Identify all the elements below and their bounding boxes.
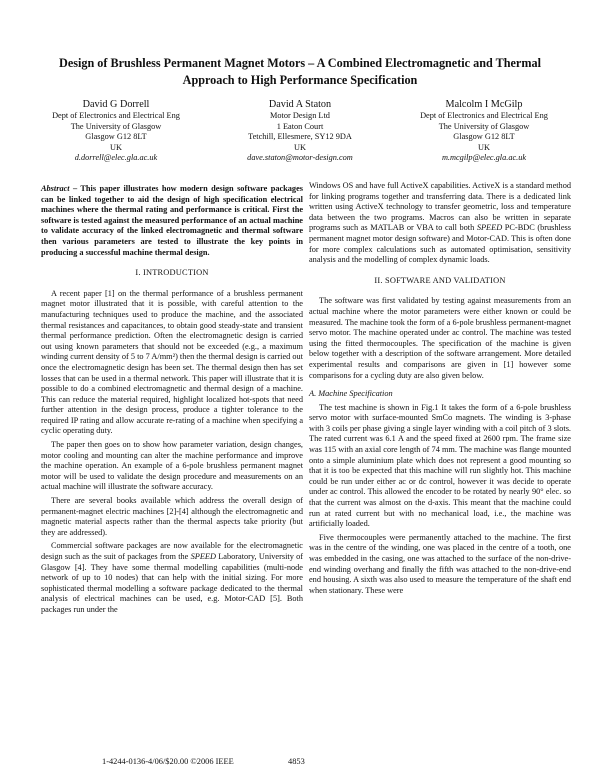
paragraph: The paper then goes on to show how parameter variation, design changes, motor cooling and mounting can alter the machine performance and improve the machine operation. An example of a 6-pole brushless permanent magnet motor will be used to validate the design procedure and measurements on an actual machine will illustrate the software accuracy. xyxy=(41,440,303,492)
author-affiliation: The University of Glasgow xyxy=(438,121,530,131)
paper-title: Design of Brushless Permanent Magnet Motors – A Combined Electromagnetic and Thermal Approach to High Performance Specification xyxy=(59,56,541,87)
paragraph: Five thermocouples were permanently attached to the machine. The first was in the centre of the winding, one was placed in the centre of a tooth, one was embedded in the casing, one was attached to the surface of the non-drive-end winding overhang and finally the fifth was attached to the non-drive-end end housing. A sixth was also used to measure the temperature of the shaft end when stationary. These were xyxy=(309,532,571,595)
author-name: David G Dorrell xyxy=(82,99,150,110)
author-country: UK xyxy=(294,142,306,152)
abstract-text: – This paper illustrates how modern design software packages can be linked together to aid the design of high specification electrical machines where the thermal rating and performance is critical. First the software is tested against the measured performance of an actual machine to validate accuracy of the linked electromagnetic and thermal software then various parameters are tested to illustrate the key points in producing a successful machine thermal design. xyxy=(41,184,303,257)
section-heading-introduction: I. INTRODUCTION xyxy=(135,268,209,278)
paragraph-text: Commercial software packages are now available for the electromagnetic design such as the suit of packages from the xyxy=(41,541,303,561)
author-block xyxy=(24,98,576,164)
author-name: David A Staton xyxy=(268,99,332,110)
author-affiliation: Dept of Electronics and Electrical Eng xyxy=(52,111,180,120)
abstract xyxy=(41,184,303,258)
author-affiliation: 1 Eaton Court xyxy=(276,121,324,131)
paragraph-text: PC-BDC (brushless permanent magnet motor design software) and Motor-CAD. This is often done for more complex calculations such as automated optimisation, sensitivity analysis and the modelling of complex dynamic loads. xyxy=(309,223,571,265)
software-name: SPEED xyxy=(476,223,503,233)
copyright-line: 1-4244-0136-4/06/$20.00 ©2006 IEEE xyxy=(102,757,234,766)
left-column xyxy=(41,184,303,619)
author-1 xyxy=(24,98,208,164)
paragraph: A recent paper [1] on the thermal performance of a brushless permanent magnet motor illustrated that it is possible, with careful attention to the manufacturing techniques used to produce the machine, and the associated thermal resistances and capacitances, to obtain good steady-state and transient thermal performance prediction. Often the electromagnetic design is carried out using known parameters that should not be exceeded (e.g., a maximum winding current density of 5 to 7 A/mm²) then the thermal design is carried out once the electromagnetic design has been set. The thermal design then has set losses that can be used in a thermal network. This paper will illustrate that it is possible to do a combined electromagnetic and thermal design of a machine. This can reduce the material required, highlight localized hot-spots that need further attention in the design process, produce a tighter tolerance to the required IP rating and allow accurate re-rating of a machine when specifying a cyclic operating duty. xyxy=(41,288,303,436)
paragraph xyxy=(41,541,303,615)
author-city: Glasgow G12 8LT xyxy=(85,132,147,142)
section-heading-software: II. SOFTWARE AND VALIDATION xyxy=(374,275,506,285)
paragraph: The test machine is shown in Fig.1 It takes the form of a 6-pole brushless servo motor with surface-mounted SmCo magnets. The winding is 3-phase with 3 coils per phase giving a single layer winding with a coil pitch of 3 slots. The rated current was 6.1 A and the speed fixed at 2600 rpm. The frame size was 115 with an axial core length of 74 mm. The machine was flange mounted onto a simple aluminium plate which does not represent a good mounting so that it is too be expected that this machine will run slightly hot. This machine could be run under either ac or dc control, however it was decide to operate under ac control. This allowed the encoder to be rotated by nearly 90° elec. so that the current was almost on the d-axis. This meant that the machine could run at rated current but with no mechanical load, i.e., the machine was artificially loaded. xyxy=(309,402,571,529)
author-affiliation: The University of Glasgow xyxy=(70,121,162,131)
author-affiliation: Dept of Electronics and Electrical Eng xyxy=(420,111,548,120)
software-name: SPEED xyxy=(190,552,216,561)
author-email: dave.staton@motor-design.com xyxy=(247,153,353,163)
author-city: Glasgow G12 8LT xyxy=(453,132,515,142)
author-affiliation: Motor Design Ltd xyxy=(270,111,330,120)
page-number: 4853 xyxy=(288,757,305,766)
paragraph-text: Laboratory, University of Glasgow [4]. They have some thermal modelling capabilities (multi-node network of up to 10 nodes) that can help with the initial sizing. For more sophisticated thermal modelling a software package dedicated to the thermal analysis of electrical machines can be used, e.g. Motor-CAD [5]. Both packages run under the xyxy=(41,552,304,614)
author-email: d.dorrell@elec.gla.ac.uk xyxy=(74,153,158,163)
paragraph xyxy=(309,181,571,266)
paragraph: The software was first validated by testing against measurements from an actual machine where the motor parameters were either known or could be measured. The machine took the form of a 6-pole brushless permanent-magnet servo motor. The machine operated under ac control. The machine was tested using the fitted thermocouples. The specification of the machine is given below together with a description of the software arrangement. More detailed experimental results and comparisons are given in [1] however some comparisons for a cycling duty are also given below. xyxy=(309,296,571,380)
author-name: Malcolm I McGilp xyxy=(445,99,523,110)
abstract-label: Abstract xyxy=(41,184,70,193)
author-2 xyxy=(208,98,392,164)
paragraph-text: Windows OS and have full ActiveX capabilities. ActiveX is a standard method for linking programs together and transferring data. There is a dedicated link written using ActiveX technology to transfer geometric, loss and temperature data between the two programs. Macros can also be written in separate programs such as MATLAB or VBA to call both xyxy=(309,181,571,233)
author-email: m.mcgilp@elec.gla.ac.uk xyxy=(441,153,527,163)
author-3 xyxy=(392,98,576,164)
subsection-heading-machine-spec: A. Machine Specification xyxy=(309,389,393,399)
author-country: UK xyxy=(110,142,122,152)
author-country: UK xyxy=(478,142,490,152)
paragraph: There are several books available which address the overall design of permanent-magnet electric machines [2]-[4] although the electromagnetic and magnetic material aspects rather than the thermal aspects take priority (but they are addressed). xyxy=(41,496,303,537)
author-city: Tetchill, Ellesmere, SY12 9DA xyxy=(248,132,352,142)
right-column xyxy=(309,181,571,599)
